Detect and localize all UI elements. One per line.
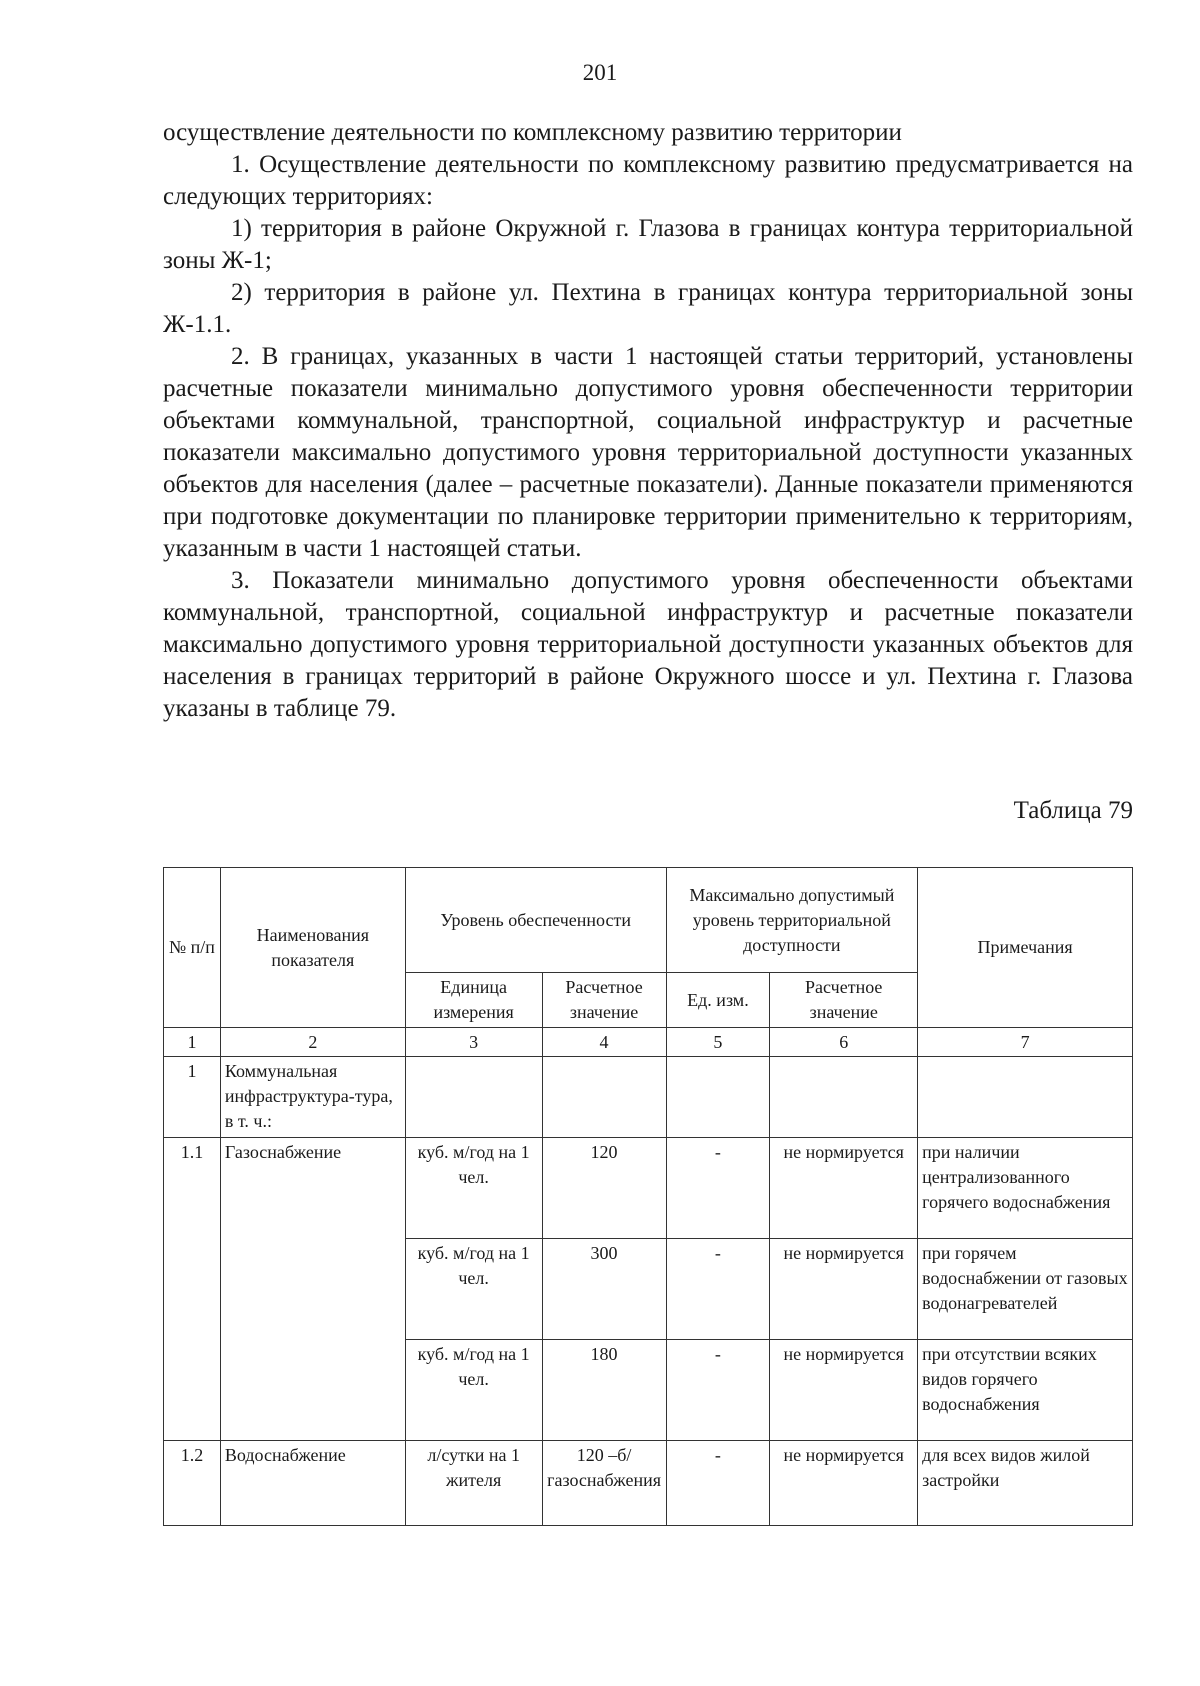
header-accessibility: Максимально допустимый уровень территориальной доступности [666,868,918,973]
row-unit2 [666,1057,770,1138]
header-provision: Уровень обеспеченности [405,868,666,973]
row-unit [405,1057,542,1138]
header-unit: Единица измерения [405,973,542,1028]
row-value: 120 –б/газоснабжения [542,1441,666,1526]
row-note: при наличии централизованного горячего водоснабжения [918,1138,1133,1239]
indicators-table [163,867,1133,1526]
paragraph-3: 3. Показатели минимально допустимого уровня обеспеченности объектами коммунальной, транспортной, социальной инфраструктур и расчетные показатели максимально допустимого уровня территориальной доступности указанных объектов для населения в границах территорий в районе Окружного шоссе и ул. Пехтина г. Глазова указаны в таблице 79. [163,567,1133,722]
row-note: для всех видов жилой застройки [918,1441,1133,1526]
row-name: Газоснабжение [220,1138,405,1441]
row-value2: не нормируется [770,1441,918,1526]
row-value: 300 [542,1239,666,1340]
column-number-row [164,1028,1133,1057]
row-unit2: - [666,1441,770,1526]
paragraph-2: 2. В границах, указанных в части 1 настоящей статьи территорий, установлены расчетные показатели минимально допустимого уровня обеспеченности территории объектами коммунальной, транспортной, социальной инфраструктур и расчетные показатели максимально допустимого уровня территориальной доступности указанных объектов для населения (далее – расчетные показатели). Данные показатели применяются при подготовке документации по планировке территории применительно к территориям, указанным в части 1 настоящей статьи. [163,343,1133,562]
row-note: при отсутствии всяких видов горячего водоснабжения [918,1340,1133,1441]
column-number: 6 [770,1028,918,1057]
column-number: 1 [164,1028,221,1057]
header-name: Наименования показателя [220,868,405,1028]
paragraph-1-item-2: 2) территория в районе ул. Пехтина в границах контура территориальной зоны Ж-1.1. [163,279,1133,338]
row-value: 120 [542,1138,666,1239]
table-row [164,1138,1133,1239]
table-row [164,1057,1133,1138]
header-unit-short: Ед. изм. [666,973,770,1028]
row-value2: не нормируется [770,1340,918,1441]
row-value2 [770,1057,918,1138]
row-unit2: - [666,1239,770,1340]
header-num: № п/п [164,868,221,1028]
row-value2: не нормируется [770,1138,918,1239]
table-caption: Таблица 79 [1013,797,1133,824]
row-unit: куб. м/год на 1 чел. [405,1138,542,1239]
header-row-1 [164,868,1133,973]
body-text [163,117,1133,725]
row-num: 1 [164,1057,221,1138]
row-note: при горячем водоснабжении от газовых водонагревателей [918,1239,1133,1340]
row-unit2: - [666,1340,770,1441]
column-number: 3 [405,1028,542,1057]
row-value2: не нормируется [770,1239,918,1340]
row-name: Коммунальная инфраструктура-тура, в т. ч.: [220,1057,405,1138]
page-number: 201 [582,60,618,85]
row-unit: л/сутки на 1 жителя [405,1441,542,1526]
row-unit: куб. м/год на 1 чел. [405,1239,542,1340]
row-name: Водоснабжение [220,1441,405,1526]
table-row [164,1441,1133,1526]
column-number: 7 [918,1028,1133,1057]
row-num: 1.1 [164,1138,221,1441]
column-number: 4 [542,1028,666,1057]
header-notes: Примечания [918,868,1133,1028]
row-note [918,1057,1133,1138]
row-value [542,1057,666,1138]
row-value: 180 [542,1340,666,1441]
paragraph-1-item-1: 1) территория в районе Окружной г. Глазова в границах контура территориальной зоны Ж-1; [163,215,1133,274]
column-number: 5 [666,1028,770,1057]
header-calc-value-2: Расчетное значение [770,973,918,1028]
row-num: 1.2 [164,1441,221,1526]
row-unit: куб. м/год на 1 чел. [405,1340,542,1441]
header-calc-value: Расчетное значение [542,973,666,1028]
paragraph-heading-tail: осуществление деятельности по комплексному развитию территории [163,119,902,146]
column-number: 2 [220,1028,405,1057]
paragraph-1: 1. Осуществление деятельности по комплексному развитию предусматривается на следующих территориях: [163,151,1133,210]
row-unit2: - [666,1138,770,1239]
